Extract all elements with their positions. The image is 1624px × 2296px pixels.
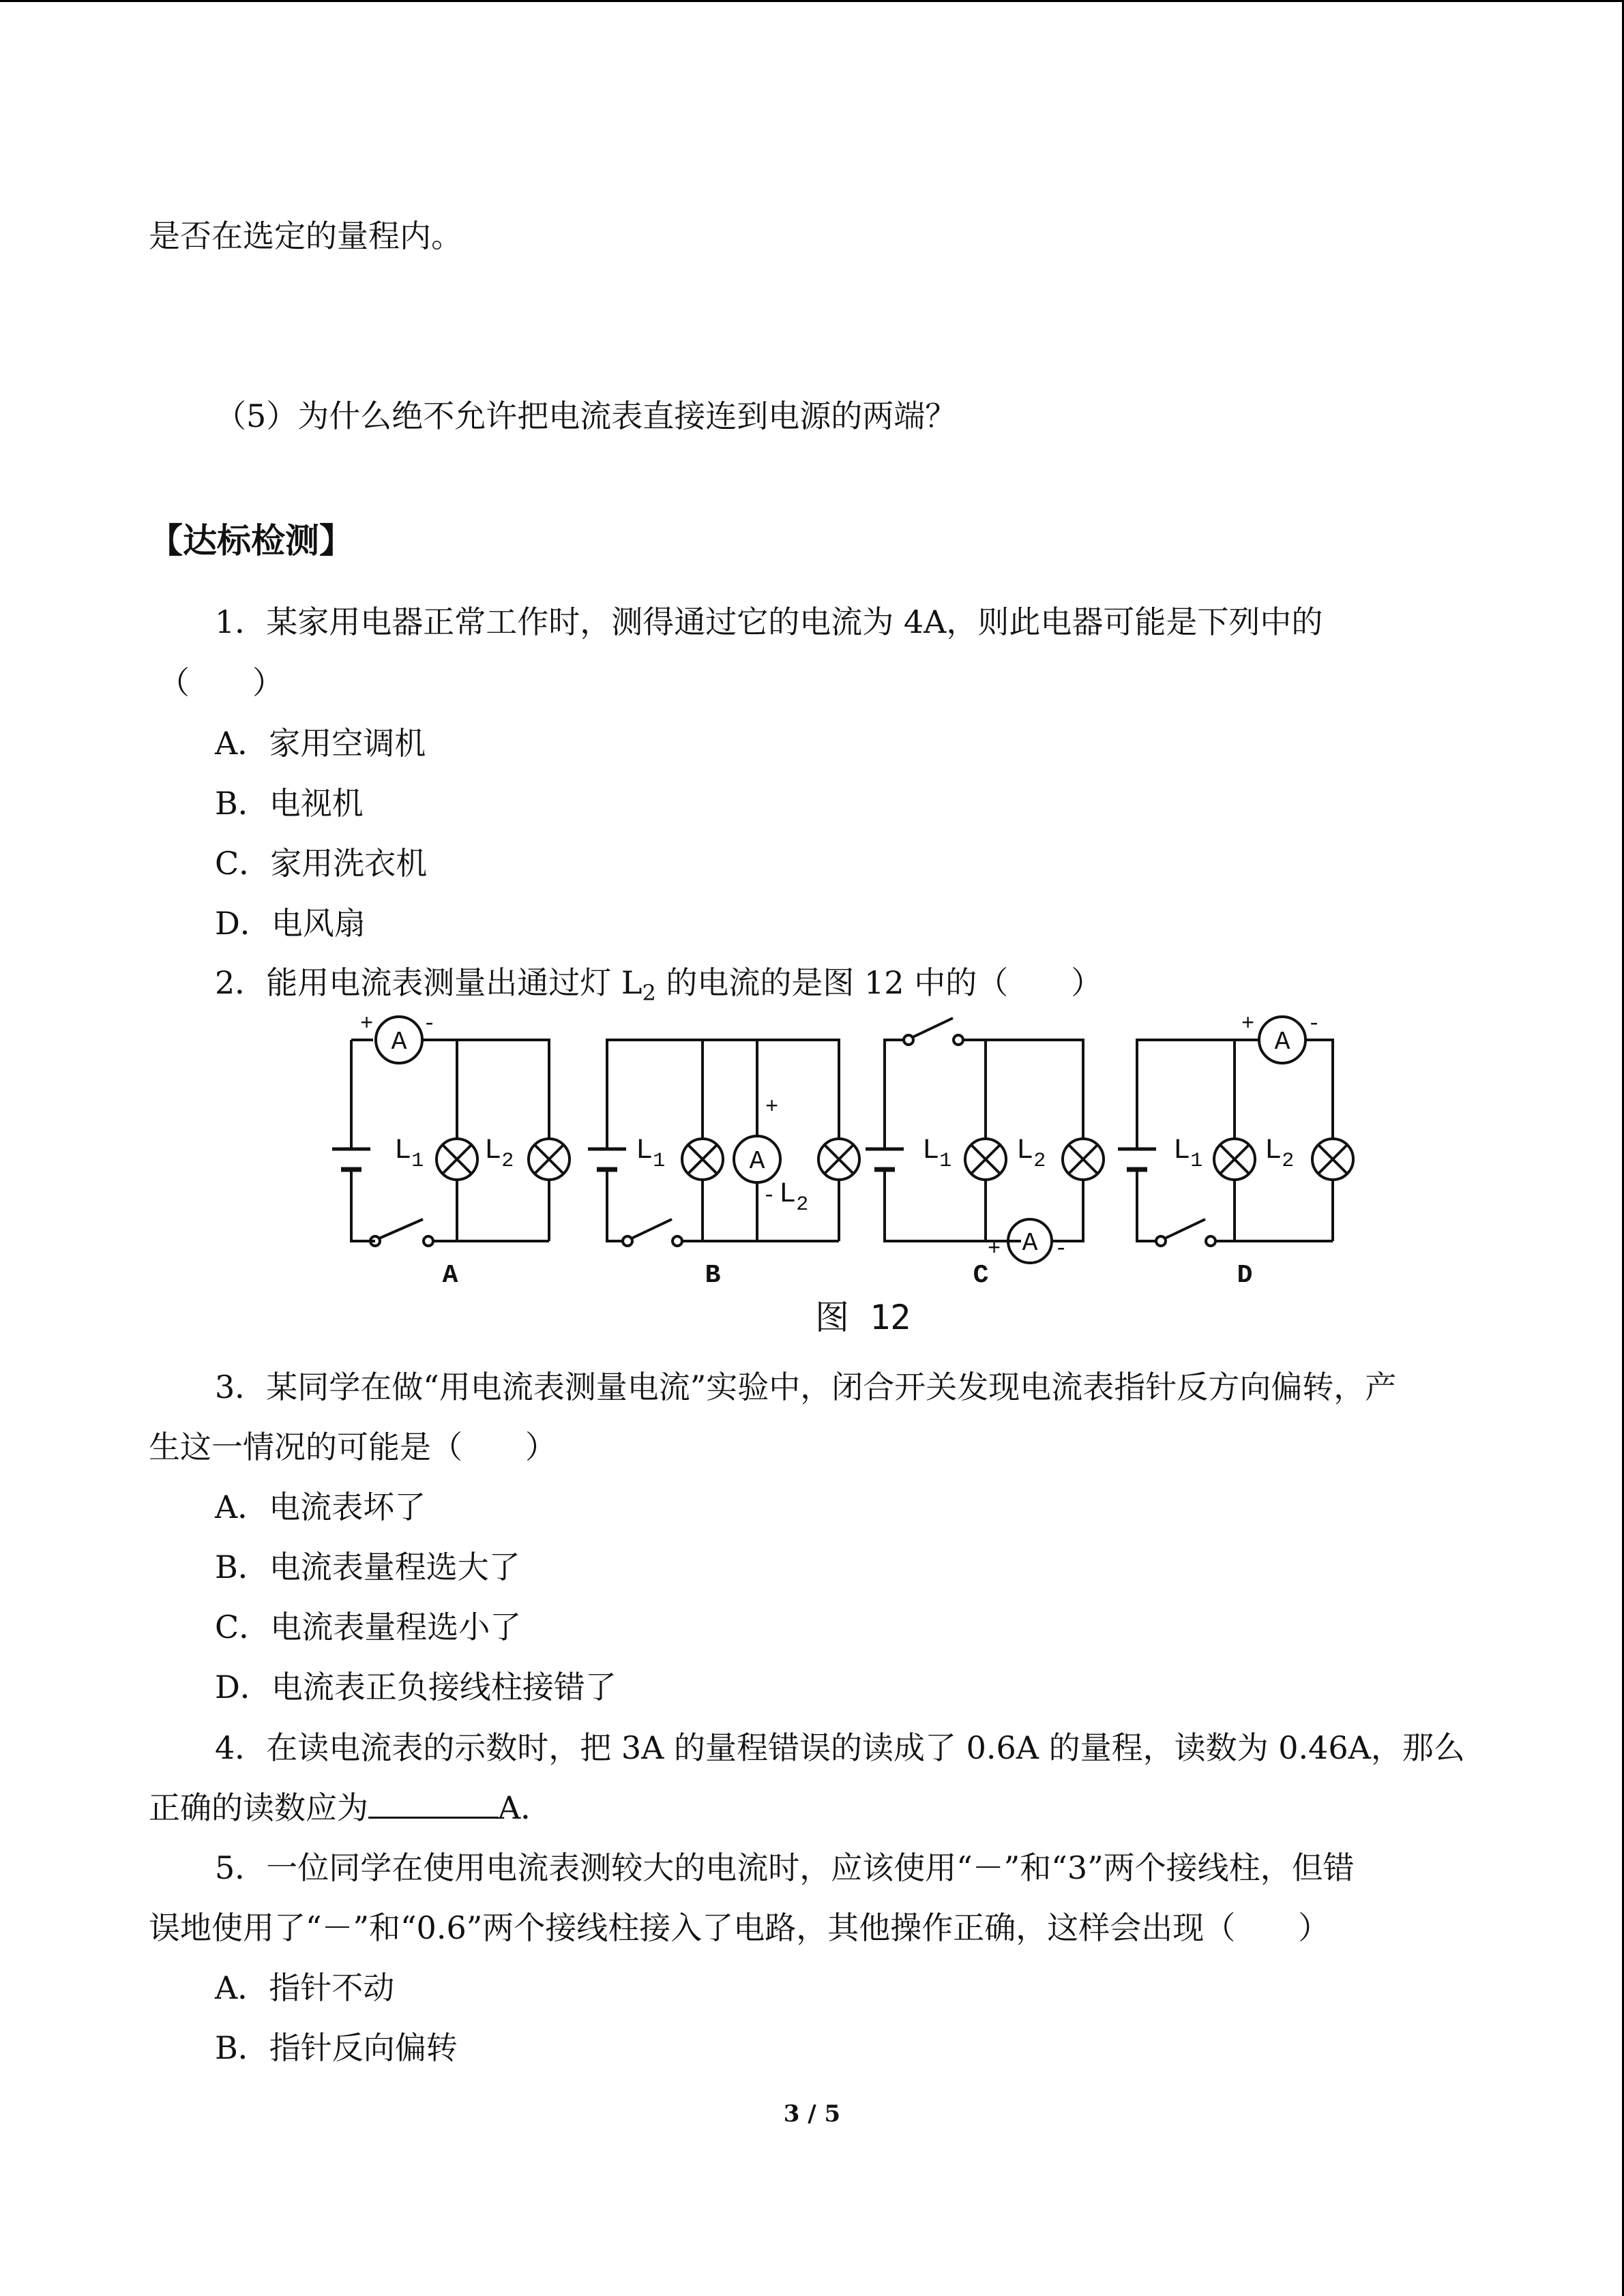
switch-contact	[623, 1236, 632, 1246]
wire	[1052, 1180, 1083, 1241]
q1-option-d: D．电风扇	[215, 905, 366, 942]
q2-stem-before: 2．能用电流表测量出通过灯 L	[215, 964, 643, 1001]
ammeter-minus-sign: -	[423, 1011, 437, 1037]
wire	[1137, 1040, 1240, 1149]
ammeter-minus-sign: -	[1054, 1236, 1068, 1262]
circuit-panel-c	[866, 1018, 1104, 1290]
lamp-subscript: 2	[796, 1193, 809, 1217]
q1-option-b: B．电视机	[215, 785, 364, 822]
page-top-border	[0, 0, 1624, 2]
lamp-l2-label	[1265, 1134, 1294, 1173]
ammeter-minus-sign: -	[763, 1183, 776, 1208]
switch-blade	[379, 1219, 423, 1238]
switch-blade	[913, 1018, 953, 1037]
ammeter-symbol: A	[1274, 1028, 1290, 1057]
wire	[607, 1169, 622, 1241]
ammeter-symbol: A	[391, 1028, 407, 1057]
switch-contact	[904, 1035, 913, 1045]
q5-stem-line-1: 5．一位同学在使用电流表测较大的电流时，应该使用“－”和“3”两个接线柱，但错	[215, 1849, 1355, 1886]
wire	[422, 1040, 549, 1139]
lamp-l2-label	[779, 1178, 808, 1217]
lamp-subscript: 1	[1190, 1150, 1203, 1173]
continued-text-line: 是否在选定的量程内。	[149, 218, 462, 254]
lamp-letter: L	[922, 1134, 940, 1167]
lamp-l1-label	[636, 1134, 665, 1173]
ammeter-plus-sign: +	[988, 1236, 1001, 1262]
switch-contact	[673, 1236, 682, 1246]
q4-stem-before-blank: 正确的读数应为	[149, 1789, 368, 1826]
lamp-letter: L	[394, 1134, 412, 1167]
wire	[351, 1169, 375, 1241]
q3-option-a: A．电流表坏了	[215, 1489, 426, 1525]
q5-stem-line-2: 误地使用了“－”和“0.6”两个接线柱接入了电路，其他操作正确，这样会出现（ ）	[149, 1909, 1330, 1946]
lamp-letter: L	[1016, 1134, 1034, 1167]
switch-blade	[632, 1219, 672, 1238]
ammeter-symbol: A	[749, 1147, 765, 1176]
lamp-letter: L	[484, 1134, 502, 1167]
q3-stem-line-1: 3．某同学在做“用电流表测量电流”实验中，闭合开关发现电流表指针反方向偏转，产	[215, 1369, 1397, 1405]
wire	[885, 1040, 904, 1149]
q4-stem-line-1: 4．在读电流表的示数时，把 3A 的量程错误的读成了 0.6A 的量程，读数为 0.46A，那么	[215, 1729, 1465, 1766]
q3-option-d: D．电流表正负接线柱接错了	[215, 1669, 617, 1705]
switch-contact	[954, 1035, 963, 1045]
wire	[1137, 1169, 1156, 1241]
panel-label-c: C	[973, 1261, 989, 1290]
q4-stem-after-blank: A．	[498, 1789, 552, 1826]
ammeter-symbol: A	[1022, 1229, 1038, 1258]
q2-stem-after: 的电流的是图 12 中的（ ）	[655, 964, 1103, 1001]
lamp-letter: L	[1265, 1134, 1282, 1167]
wire	[963, 1040, 1083, 1139]
circuit-panel-d	[1118, 1011, 1353, 1290]
switch-blade	[1165, 1219, 1205, 1238]
q1-stem-line-2: （ ）	[158, 664, 284, 701]
section-heading: 【达标检测】	[149, 521, 353, 561]
ammeter-plus-sign: +	[360, 1011, 374, 1037]
wire	[885, 1169, 1021, 1241]
q4-stem-line-2	[149, 1787, 552, 1828]
lamp-l1-label	[922, 1134, 951, 1173]
lamp-subscript: 2	[501, 1150, 514, 1173]
q1-option-a: A．家用空调机	[215, 725, 426, 762]
q3-option-c: C．电流表量程选小了	[215, 1609, 522, 1645]
q2-stem	[215, 962, 1102, 1013]
q1-stem-line-1: 1．某家用电器正常工作时，测得通过它的电流为 4A，则此电器可能是下列中的	[215, 603, 1323, 640]
figure-caption: 图 12	[815, 1298, 911, 1337]
answer-blank	[368, 1789, 498, 1819]
lamp-l2-label	[484, 1134, 514, 1173]
q2-stem-subscript: 2	[642, 980, 656, 1006]
wire	[1305, 1040, 1333, 1139]
switch-contact	[424, 1236, 433, 1246]
q1-option-c: C．家用洗衣机	[215, 845, 428, 882]
lamp-letter: L	[636, 1134, 653, 1167]
circuit-panel-b	[588, 1040, 859, 1290]
ammeter-plus-sign: +	[765, 1094, 779, 1120]
panel-label-d: D	[1237, 1261, 1253, 1290]
lamp-subscript: 1	[411, 1150, 424, 1173]
lamp-subscript: 1	[939, 1150, 952, 1173]
panel-label-a: A	[442, 1261, 458, 1290]
lamp-l1-label	[1173, 1134, 1202, 1173]
lamp-letter: L	[1173, 1134, 1191, 1167]
lamp-subscript: 2	[1282, 1150, 1295, 1173]
q5-option-b: B．指针反向偏转	[215, 2029, 458, 2066]
lamp-subscript: 1	[653, 1150, 666, 1173]
question-5-prompt: （5）为什么绝不允许把电流表直接连到电源的两端？	[215, 398, 957, 434]
lamp-letter: L	[779, 1178, 797, 1210]
circuit-panel-a	[332, 1011, 570, 1290]
q3-stem-line-2: 生这一情况的可能是（ ）	[149, 1429, 557, 1465]
page-number: 3 / 5	[783, 2100, 841, 2128]
lamp-l2-label	[1016, 1134, 1046, 1173]
switch-contact	[1156, 1236, 1166, 1246]
ammeter-plus-sign: +	[1241, 1011, 1255, 1037]
lamp-l1-label	[394, 1134, 424, 1173]
q5-option-a: A．指针不动	[215, 1969, 395, 2006]
panel-label-b: B	[705, 1261, 721, 1290]
ammeter-minus-sign: -	[1308, 1011, 1321, 1037]
wire	[607, 1040, 839, 1149]
lamp-subscript: 2	[1033, 1150, 1046, 1173]
circuit-figure	[321, 1009, 1371, 1309]
switch-contact	[1206, 1236, 1215, 1246]
q3-option-b: B．电流表量程选大了	[215, 1549, 520, 1585]
